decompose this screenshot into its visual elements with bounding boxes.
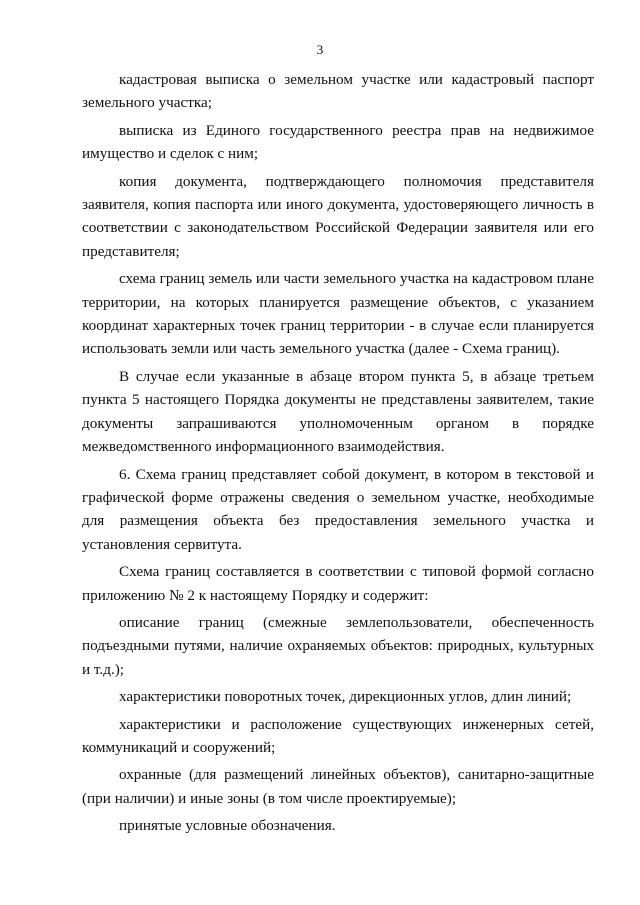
paragraph-turning-points: характеристики поворотных точек, дирекционных углов, длин линий; [119, 688, 572, 706]
document-body [82, 68, 594, 842]
paragraph-interagency-request: В случае если указанные в абзаце втором пункта 5, в абзаце третьем пункта 5 настоящего Порядка документы не представлены заявителем, такие документы запрашиваются уполномоченным органом в порядке межведомственного информационного взаимодействия. [82, 367, 594, 456]
paragraph-representative-documents: копия документа, подтверждающего полномочия представителя заявителя, копия паспорта или иного документа, удостоверяющего личность в соответствии с законодательством Российской Федерации заявителя или его представителя; [82, 172, 594, 260]
paragraph-protection-zones: охранные (для размещений линейных объектов), санитарно-защитные (при наличии) и иные зоны (в том числе проектируемые); [82, 766, 594, 807]
paragraph-engineering-networks: характеристики и расположение существующих инженерных сетей, коммуникаций и сооружений; [82, 715, 594, 756]
paragraph-boundary-scheme: схема границ земель или части земельного участка на кадастровом плане территории, на которых планируется размещение объектов, с указанием координат характерных точек границ территории - в случае если планируется использовать земли или часть земельного участка (далее - Схема границ). [82, 270, 594, 358]
paragraph-boundary-description: описание границ (смежные землепользователи, обеспеченность подъездными путями, наличие охраняемых объектов: природных, культурных и т.д.); [82, 613, 594, 678]
paragraph-scheme-contents-intro: Схема границ составляется в соответствии с типовой формой согласно приложению № 2 к настоящему Порядку и содержит: [82, 563, 594, 604]
paragraph-section-6: 6. Схема границ представляет собой документ, в котором в текстовой и графической форме отражены сведения о земельном участке, необходимые для размещения объекта без предоставления земельного участка и установления сервитута. [82, 465, 594, 553]
paragraph-registry-extract: выписка из Единого государственного реестра прав на недвижимое имущество и сделок с ним; [82, 121, 594, 163]
paragraph-cadastral-extract: кадастровая выписка о земельном участке или кадастровый паспорт земельного участка; [82, 71, 594, 112]
paragraph-legend-symbols: принятые условные обозначения. [119, 817, 336, 835]
page-number: 3 [316, 42, 324, 57]
